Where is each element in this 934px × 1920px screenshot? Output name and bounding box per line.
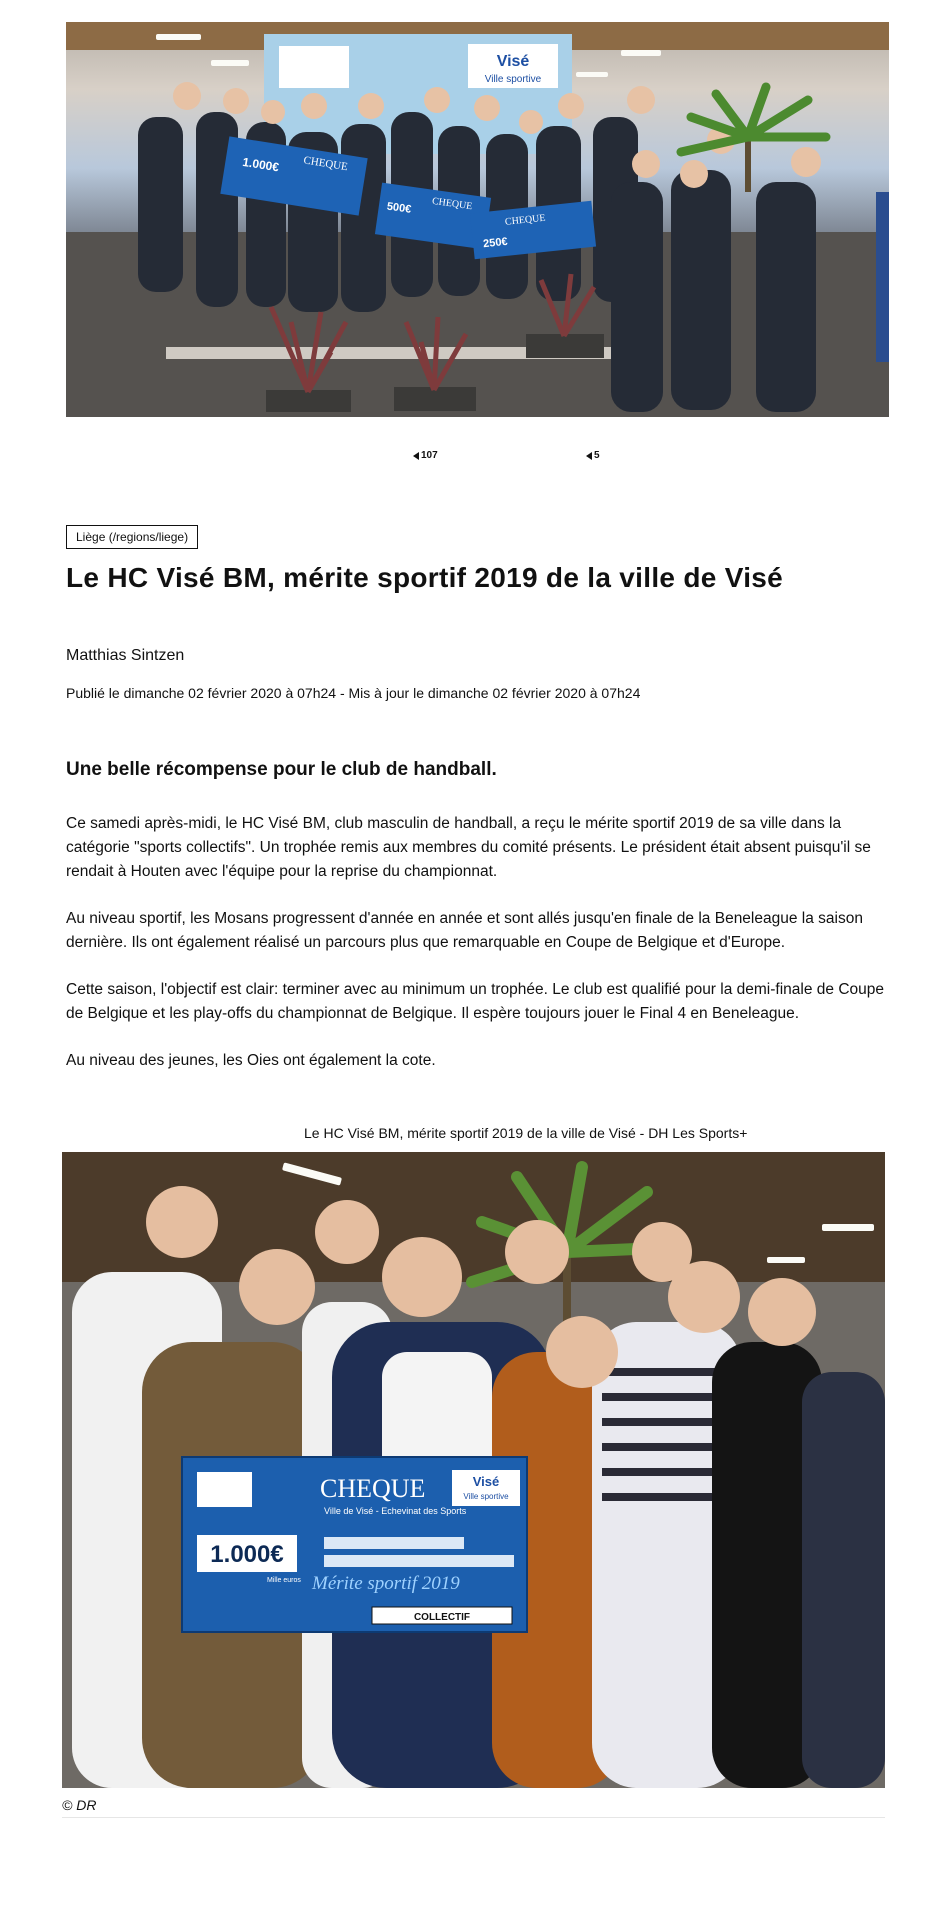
cheque-tagline: Ville sportive [463,1492,509,1501]
cheque-large-title: CHEQUE [302,154,349,174]
banner-brand-text: Visé [496,53,530,70]
photo-caption: Le HC Visé BM, mérite sportif 2019 de la ville de Visé - DH Les Sports+ [304,1125,748,1141]
article-title: Le HC Visé BM, mérite sportif 2019 de la ville de Visé [66,562,784,593]
banner-tagline-text: Ville sportive [484,74,542,85]
cheque-medium-amount: 500€ [386,200,412,216]
article-paragraph: Cette saison, l'objectif est clair: terminer avec au minimum un trophée. Le club est qualifié pour la demi-finale de Coupe de Belgique et les play-offs du championnat de Belgique. Il espère toujours jouer le Final 4 en Beneleague. [66,981,884,1022]
divider [62,1817,885,1818]
cheque-brand: Visé [472,1474,500,1489]
banner-logo-box [279,46,349,88]
ceiling-light [621,50,661,56]
article-body [66,812,886,1096]
cheque-field [324,1555,514,1567]
cheque-title: CHEQUE [320,1474,426,1503]
ceiling-light [156,34,201,40]
side-banner [876,192,889,362]
photo-counter: 107 [421,450,438,461]
cheque-award: Mérite sportif 2019 [312,1573,460,1594]
article-paragraph: Ce samedi après-midi, le HC Visé BM, club masculin de handball, a reçu le mérite sportif 2019 de sa ville dans la catégorie "sports collectifs". Un trophée remis aux membres du comité présents. Le président était absent puisqu'il se rendait à Houten avec l'équipe pour la reprise du championnat. [66,815,871,880]
cheque-small-title: CHEQUE [504,212,546,228]
article-paragraph: Au niveau des jeunes, les Oies ont également la cote. [66,1052,436,1069]
article-paragraph: Au niveau sportif, les Mosans progressent d'année en année et sont allés jusqu'en finale de la Beneleague la saison dernière. Ils ont également réalisé un parcours plus que remarquable en Coupe de Belgique et d'Europe. [66,910,863,951]
cheque-medium-title: CHEQUE [431,195,473,213]
publication-date: Publié le dimanche 02 février 2020 à 07h24 - Mis à jour le dimanche 02 février 2020 à 07h24 [66,685,641,701]
article-lead: Une belle récompense pour le club de handball. [66,759,497,780]
award-ceremony-photo [66,22,889,417]
triangle-left-icon [586,452,592,460]
ceiling-light [211,60,249,66]
photo-credit: © DR [62,1797,97,1813]
region-tag-link[interactable]: Liège (/regions/liege) [66,525,198,549]
cheque-field [324,1537,464,1549]
triangle-left-icon [413,452,419,460]
article-author: Matthias Sintzen [66,647,185,664]
team-cheque-photo [62,1152,885,1788]
photo-counter: 5 [594,450,600,461]
cheque-category: COLLECTIF [413,1612,471,1623]
presentation-cheque [182,1457,527,1632]
ceiling-light [822,1224,874,1231]
cheque-logo-box [197,1472,252,1507]
cheque-subtitle: Ville de Visé - Echevinat des Sports [324,1506,467,1516]
cheque-amount-words: Mille euros [267,1577,301,1584]
ceiling-light [576,72,608,77]
gallery-next-control[interactable] [586,450,600,461]
gallery-prev-control[interactable] [413,450,438,461]
ceiling-light [767,1257,805,1263]
cheque-amount: 1.000€ [210,1541,284,1568]
cheque-large-amount: 1.000€ [241,154,280,175]
cheque-small-amount: 250€ [482,235,509,251]
